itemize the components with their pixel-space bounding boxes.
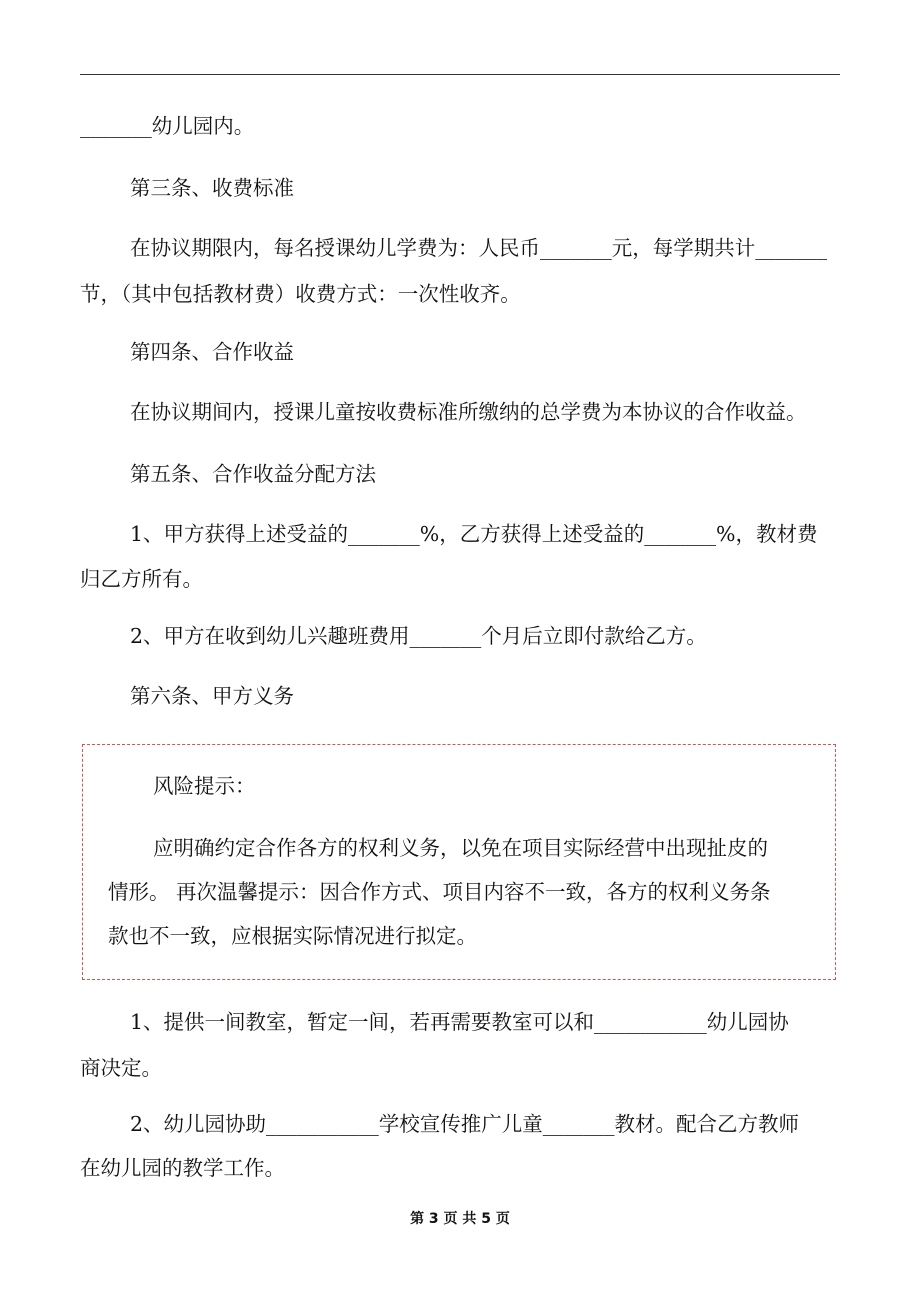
page-number: 第 3 页 共 5 页 bbox=[410, 1211, 510, 1227]
paragraph-payment: 2、甲方在收到幼儿兴趣班费用_______个月后立即付款给乙方。 bbox=[130, 624, 707, 648]
risk-notice-line2: 情形。 再次温馨提示：因合作方式、项目内容不一致，各方的权利义务条 bbox=[108, 880, 771, 904]
paragraph-promotion-line1: 2、幼儿园协助___________学校宣传推广儿童_______教材。配合乙方教师 bbox=[130, 1112, 800, 1136]
paragraph-classroom-line2: 商决定。 bbox=[80, 1056, 162, 1080]
paragraph-kindergarten-inside: _______幼儿园内。 bbox=[80, 114, 255, 138]
paragraph-distribution-line1: 1、甲方获得上述受益的_______%，乙方获得上述受益的_______%，教材费 bbox=[130, 522, 818, 546]
risk-notice-line3: 款也不一致，应根据实际情况进行拟定。 bbox=[108, 924, 477, 948]
heading-article-5: 第五条、合作收益分配方法 bbox=[130, 462, 376, 486]
paragraph-distribution-line2: 归乙方所有。 bbox=[80, 567, 203, 591]
paragraph-fee-line1: 在协议期限内，每名授课幼儿学费为：人民币_______元，每学期共计_______ bbox=[130, 236, 827, 260]
risk-notice-line1: 应明确约定合作各方的权利义务，以免在项目实际经营中出现扯皮的 bbox=[153, 836, 768, 860]
paragraph-classroom-line1: 1、提供一间教室，暂定一间，若再需要教室可以和___________幼儿园协 bbox=[130, 1010, 789, 1034]
paragraph-fee-line2: 节，（其中包括教材费）收费方式：一次性收齐。 bbox=[80, 282, 521, 306]
paragraph-cooperation-income: 在协议期间内，授课儿童按收费标准所缴纳的总学费为本协议的合作收益。 bbox=[130, 400, 807, 424]
heading-article-4: 第四条、合作收益 bbox=[130, 340, 294, 364]
heading-article-6: 第六条、甲方义务 bbox=[130, 684, 294, 708]
header-rule bbox=[80, 74, 840, 75]
heading-article-3: 第三条、收费标准 bbox=[130, 176, 294, 200]
paragraph-promotion-line2: 在幼儿园的教学工作。 bbox=[80, 1156, 285, 1180]
risk-notice-title: 风险提示： bbox=[153, 774, 256, 798]
